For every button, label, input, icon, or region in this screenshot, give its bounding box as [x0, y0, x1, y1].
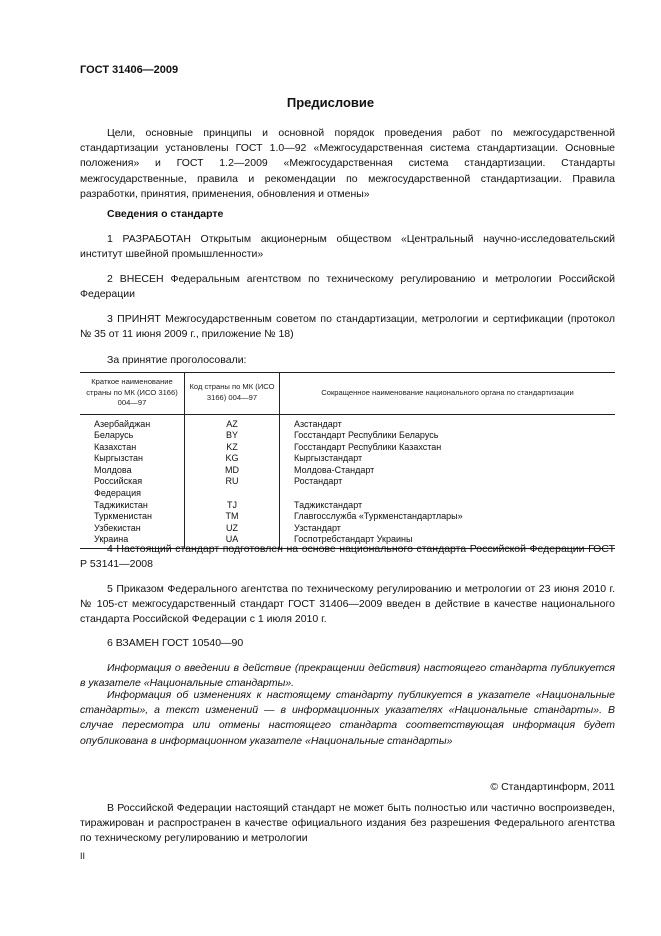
body-cell: Госстандарт Республики Беларусь	[294, 430, 439, 441]
code-cell: UZ	[185, 523, 280, 535]
country-cell: Туркменистан	[94, 511, 153, 522]
table-row	[80, 465, 615, 477]
item-1: 1 РАЗРАБОТАН Открытым акционерным обществом «Центральный научно-исследовательский институт швейной промышленности»	[80, 233, 615, 261]
header-country: Краткое наименование страны по МК (ИСО 3166) 004—97	[80, 373, 185, 415]
body-cell: Азстандарт	[294, 418, 342, 429]
countries-table	[80, 372, 615, 549]
body-cell: Госстандарт Республики Казахстан	[294, 441, 442, 452]
country-cell: Кыргызстан	[94, 453, 143, 464]
country-cell: Азербайджан	[94, 418, 151, 429]
country-cell: Молдова	[94, 464, 132, 475]
votes-label: За принятие проголосовали:	[107, 354, 247, 366]
body-cell: Ростандарт	[294, 476, 343, 487]
info-heading: Сведения о стандарте	[107, 208, 224, 220]
page-title: Предисловие	[286, 95, 375, 110]
code-cell: AZ	[185, 414, 280, 430]
code-cell: KG	[185, 453, 280, 465]
code-cell: KZ	[185, 442, 280, 454]
table-row	[80, 523, 615, 535]
document-header: ГОСТ 31406—2009	[80, 64, 179, 76]
table-row	[80, 442, 615, 454]
code-cell: TJ	[185, 500, 280, 512]
code-cell: BY	[185, 430, 280, 442]
item-3: 3 ПРИНЯТ Межгосударственным советом по стандартизации, метрологии и сертификации (протокол № 35 от 11 июня 2009 г., приложение № 18)	[80, 313, 615, 341]
code-cell: TM	[185, 511, 280, 523]
code-cell: MD	[185, 465, 280, 477]
body-cell: Госпотребстандарт Украины	[280, 534, 616, 548]
page-number: II	[80, 851, 86, 861]
table-row	[80, 476, 615, 499]
body-cell: Таджикстандарт	[294, 499, 363, 510]
info-changes: Информация об изменениях к настоящему стандарту публикуется в указателе «Национальные стандарты», а текст изменений — в информационных указателях «Национальные стандарты». В случае пересмотра или отмены настоящего стандарта соответствующая информация будет опубликована в информационном указателе «Национальные стандарты»	[80, 689, 615, 747]
country-cell: Российская Федерация	[94, 476, 143, 499]
country-cell: Узбекистан	[94, 522, 141, 533]
country-cell: Украина	[80, 534, 185, 548]
code-cell: UA	[185, 534, 280, 548]
table-row	[80, 511, 615, 523]
table-row	[80, 500, 615, 512]
info-introduction: Информация о введении в действие (прекращении действия) настоящего стандарта публикуется в указателе «Национальные стандарты».	[80, 662, 615, 690]
body-cell: Узстандарт	[294, 522, 341, 533]
item-2: 2 ВНЕСЕН Федеральным агентством по техническому регулированию и метрологии Российской Федерации	[80, 273, 615, 301]
reproduction-notice: В Российской Федерации настоящий стандарт не может быть полностью или частично воспроизведен, тиражирован и распространен в качестве официального издания без разрешения Федерального агентства по техническому регулированию и метрологии	[80, 802, 615, 845]
header-code: Код страны по МК (ИСО 3166) 004—97	[185, 373, 280, 415]
item-4: 4 Настоящий стандарт подготовлен на основе национального стандарта Российской Федерации ГОСТ Р 53141—2008	[80, 543, 615, 571]
country-cell: Казахстан	[94, 441, 137, 452]
body-cell: Главгосслужба «Туркменстандартлары»	[294, 511, 463, 522]
table-row	[80, 453, 615, 465]
body-cell: Молдова-Стандарт	[294, 464, 375, 475]
item-6: 6 ВЗАМЕН ГОСТ 10540—90	[107, 637, 244, 649]
country-cell: Таджикистан	[94, 499, 148, 510]
table-row	[80, 414, 615, 430]
table-row	[80, 430, 615, 442]
item-5: 5 Приказом Федерального агентства по техническому регулированию и метрологии от 23 июня 2010 г. № 105-ст межгосударственный стандарт ГОСТ 31406—2009 введен в действие в качестве национального стандарта Российской Федерации с 1 июля 2010 г.	[80, 583, 615, 626]
header-body: Сокращенное наименование национального органа по стандартизации	[280, 373, 616, 415]
intro-paragraph: Цели, основные принципы и основной порядок проведения работ по межгосударственной стандартизации установлены ГОСТ 1.0—92 «Межгосударственная система стандартизации. Основные положения» и ГОСТ 1.2—2009 «Межгосударственная система стандартизации. Стандарты межгосударственные, правила и рекомендации по межгосударственной стандартизации. Правила разработки, принятия, применения, обновления и отмены»	[80, 127, 615, 200]
country-cell: Беларусь	[94, 430, 134, 441]
code-cell: RU	[185, 476, 280, 499]
body-cell: Кыргызстандарт	[294, 453, 363, 464]
table-header-row	[80, 373, 615, 415]
copyright: © Стандартинформ, 2011	[490, 781, 615, 793]
